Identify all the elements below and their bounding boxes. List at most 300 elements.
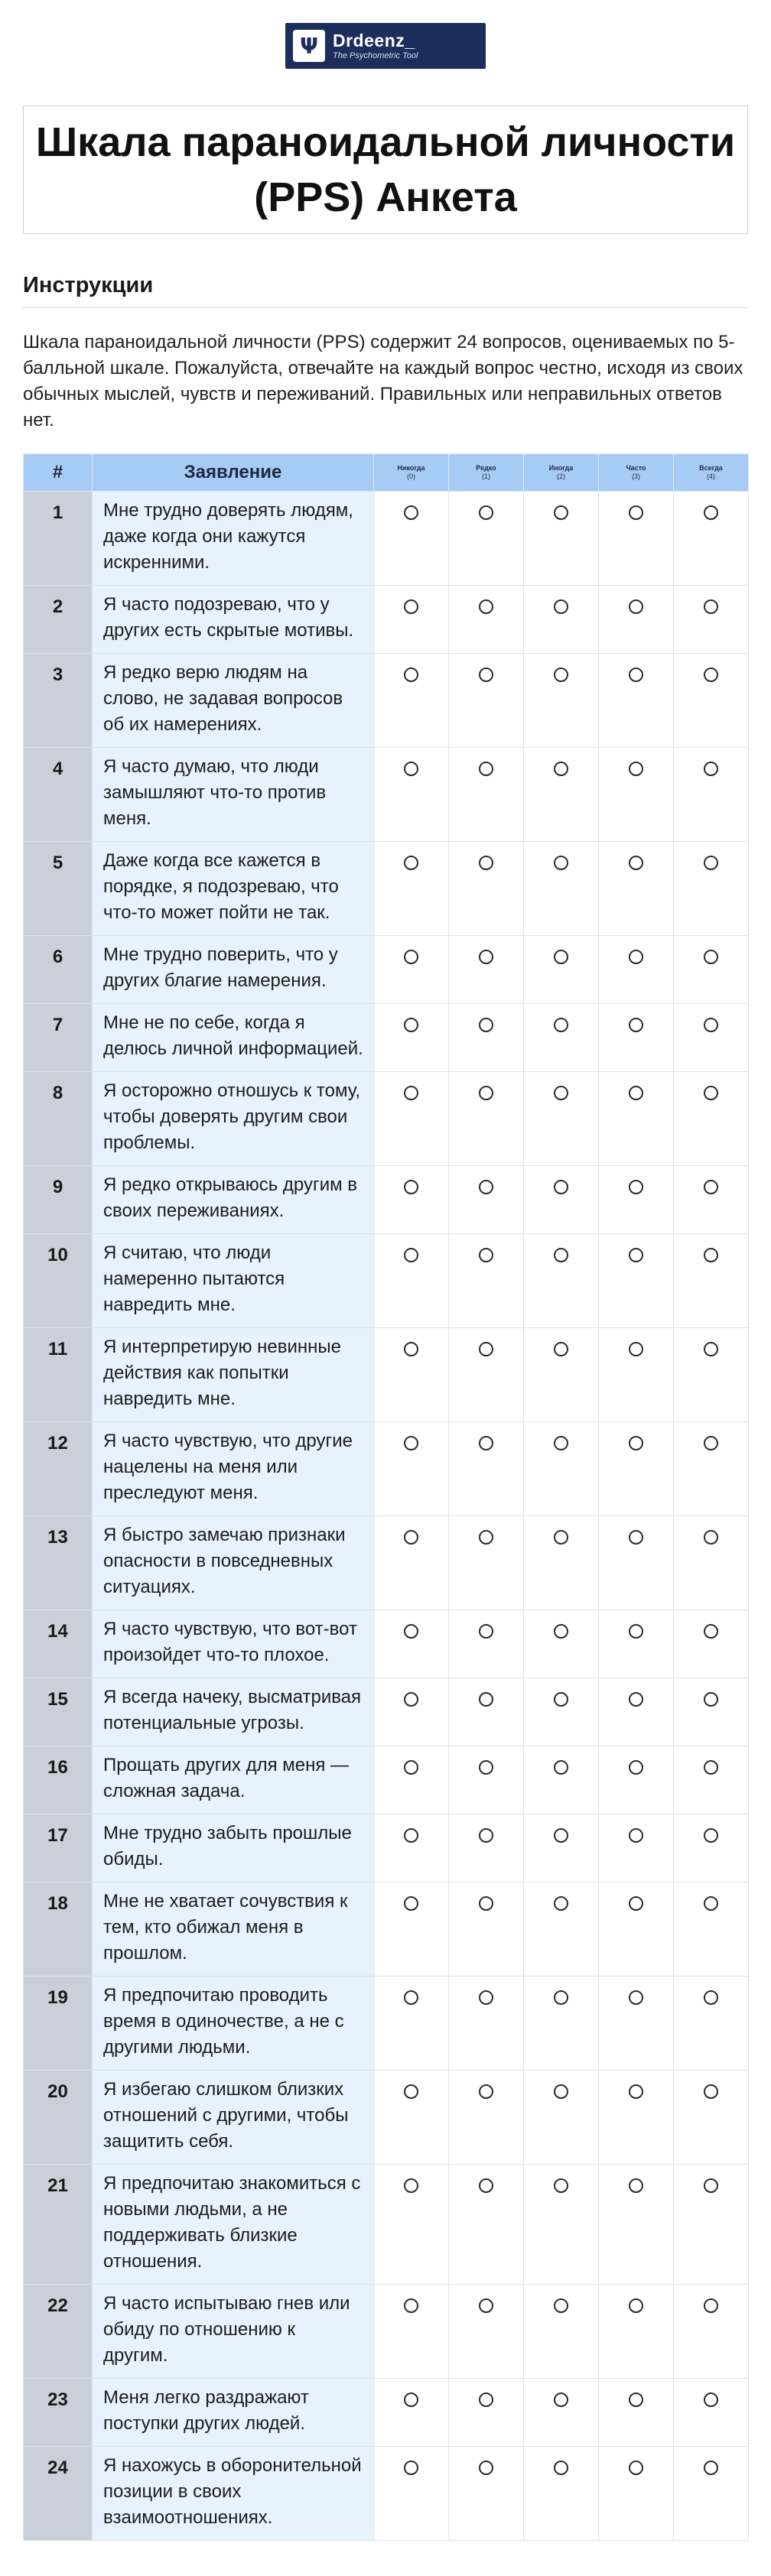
answer-radio-button[interactable] [704,856,718,870]
answer-cell [449,1166,524,1234]
title-box [23,106,748,234]
answer-cell [599,1882,674,1977]
answer-cell [449,748,524,842]
answer-radio-button[interactable] [704,1342,718,1356]
answer-cell [524,1234,599,1328]
answer-radio-button[interactable] [479,1248,493,1262]
answer-radio-button[interactable] [629,1086,643,1100]
answer-radio-button[interactable] [554,2392,568,2407]
answer-radio-button[interactable] [404,505,418,520]
answer-radio-button[interactable] [554,1828,568,1843]
answer-radio-button[interactable] [629,1990,643,2005]
option-column-header [599,454,674,492]
answer-radio-button[interactable] [629,1342,643,1356]
answer-cell [599,492,674,586]
answer-cell [374,1746,449,1814]
question-statement: Я часто испытываю гнев или обиду по отношению к другим. [93,2285,374,2379]
table-row [24,1610,749,1678]
option-label: Редко [476,464,496,472]
answer-cell [374,936,449,1004]
answer-cell [674,1072,749,1166]
answer-cell [674,1814,749,1882]
answer-radio-button[interactable] [554,2461,568,2475]
answer-cell [374,1610,449,1678]
answer-radio-button[interactable] [404,950,418,964]
table-row [24,2379,749,2447]
answer-radio-button[interactable] [704,2392,718,2407]
answer-cell [524,842,599,936]
answer-radio-button[interactable] [704,1248,718,1262]
question-number: 8 [24,1072,93,1166]
question-number: 19 [24,1977,93,2071]
answer-cell [374,1814,449,1882]
answer-cell [674,748,749,842]
table-row [24,2165,749,2285]
answer-cell [374,2379,449,2447]
answer-cell [599,1678,674,1746]
answer-radio-button[interactable] [404,1342,418,1356]
answer-radio-button[interactable] [479,1530,493,1545]
question-statement: Прощать других для меня — сложная задача. [93,1746,374,1814]
answer-cell [599,1072,674,1166]
answer-radio-button[interactable] [704,2178,718,2193]
answer-radio-button[interactable] [479,1086,493,1100]
answer-radio-button[interactable] [404,1760,418,1775]
question-statement: Я редко верю людям на слово, не задавая вопросов об их намерениях. [93,654,374,748]
question-statement: Мне не хватает сочувствия к тем, кто обижал меня в прошлом. [93,1882,374,1977]
answer-cell [449,2165,524,2285]
answer-radio-button[interactable] [404,2392,418,2407]
answer-radio-button[interactable] [479,762,493,776]
answer-radio-button[interactable] [404,1624,418,1639]
answer-cell [674,2071,749,2165]
answer-cell [449,2379,524,2447]
answer-cell [524,936,599,1004]
answer-cell [599,1814,674,1882]
answer-cell [374,1004,449,1072]
question-number: 21 [24,2165,93,2285]
answer-radio-button[interactable] [629,2392,643,2407]
answer-cell [674,586,749,654]
answer-radio-button[interactable] [704,950,718,964]
answer-cell [449,936,524,1004]
answer-radio-button[interactable] [479,2392,493,2407]
option-score: (4) [707,473,715,480]
answer-radio-button[interactable] [404,2298,418,2313]
answer-cell [374,1072,449,1166]
answer-radio-button[interactable] [629,1760,643,1775]
answer-radio-button[interactable] [404,856,418,870]
answer-radio-button[interactable] [704,1530,718,1545]
answer-cell [374,1234,449,1328]
answer-radio-button[interactable] [404,1896,418,1911]
answer-radio-button[interactable] [629,1248,643,1262]
answer-cell [599,2285,674,2379]
answer-radio-button[interactable] [629,1828,643,1843]
answer-cell [449,1234,524,1328]
answer-cell [374,1977,449,2071]
answer-radio-button[interactable] [554,1086,568,1100]
option-label: Часто [626,464,646,472]
table-row [24,1422,749,1516]
answer-radio-button[interactable] [554,1692,568,1707]
answer-cell [524,492,599,586]
answer-cell [449,1977,524,2071]
answer-radio-button[interactable] [479,1624,493,1639]
option-column-header [524,454,599,492]
answer-radio-button[interactable] [704,1018,718,1032]
answer-cell [599,1234,674,1328]
question-number: 20 [24,2071,93,2165]
answer-cell [674,1516,749,1610]
answer-cell [374,492,449,586]
answer-cell [674,1422,749,1516]
question-number: 16 [24,1746,93,1814]
answer-cell [374,1328,449,1422]
answer-radio-button[interactable] [479,1990,493,2005]
answer-cell [449,2447,524,2541]
answer-cell [524,2447,599,2541]
answer-radio-button[interactable] [629,856,643,870]
answer-radio-button[interactable] [704,1180,718,1194]
answer-cell [449,2285,524,2379]
answer-radio-button[interactable] [704,1896,718,1911]
answer-cell [599,1328,674,1422]
answer-radio-button[interactable] [629,1624,643,1639]
answer-cell [599,2165,674,2285]
answer-radio-button[interactable] [554,1018,568,1032]
question-statement: Я предпочитаю проводить время в одиночестве, а не с другими людьми. [93,1977,374,2071]
answer-cell [374,842,449,936]
table-row [24,1516,749,1610]
answer-cell [524,2285,599,2379]
brand-name: Drdeenz_ [333,31,415,50]
answer-cell [674,1610,749,1678]
question-statement: Мне трудно забыть прошлые обиды. [93,1814,374,1882]
answer-radio-button[interactable] [704,2084,718,2099]
answer-radio-button[interactable] [629,762,643,776]
answer-cell [524,586,599,654]
answer-cell [524,1746,599,1814]
table-row [24,1977,749,2071]
answer-cell [524,1072,599,1166]
question-number: 15 [24,1678,93,1746]
answer-cell [674,492,749,586]
answer-radio-button[interactable] [554,1342,568,1356]
answer-radio-button[interactable] [704,2461,718,2475]
answer-radio-button[interactable] [479,1436,493,1450]
number-column-header: # [24,454,93,492]
answer-radio-button[interactable] [479,1692,493,1707]
answer-radio-button[interactable] [404,1530,418,1545]
answer-radio-button[interactable] [404,762,418,776]
answer-radio-button[interactable] [629,2178,643,2193]
answer-radio-button[interactable] [704,1828,718,1843]
answer-radio-button[interactable] [704,1760,718,1775]
answer-radio-button[interactable] [404,1018,418,1032]
question-number: 12 [24,1422,93,1516]
answer-cell [599,842,674,936]
answer-cell [524,1516,599,1610]
answer-cell [449,2071,524,2165]
question-number: 11 [24,1328,93,1422]
answer-radio-button[interactable] [404,668,418,682]
answer-cell [674,1746,749,1814]
answer-radio-button[interactable] [404,2178,418,2193]
table-row [24,1004,749,1072]
option-label: Всегда [699,464,723,472]
answer-radio-button[interactable] [704,2298,718,2313]
answer-radio-button[interactable] [554,1530,568,1545]
answer-cell [449,1328,524,1422]
answer-radio-button[interactable] [404,2461,418,2475]
answer-radio-button[interactable] [554,1760,568,1775]
option-label: Никогда [397,464,425,472]
answer-cell [674,842,749,936]
answer-radio-button[interactable] [404,1828,418,1843]
question-number: 9 [24,1166,93,1234]
answer-radio-button[interactable] [629,950,643,964]
question-number: 1 [24,492,93,586]
answer-cell [449,1814,524,1882]
answer-cell [449,1678,524,1746]
answer-cell [599,748,674,842]
question-number: 4 [24,748,93,842]
table-row [24,1328,749,1422]
answer-cell [524,2379,599,2447]
answer-radio-button[interactable] [479,599,493,614]
page-footer-space [0,2541,771,2559]
answer-radio-button[interactable] [479,2084,493,2099]
answer-radio-button[interactable] [554,1248,568,1262]
answer-cell [674,1166,749,1234]
answer-cell [599,1004,674,1072]
answer-radio-button[interactable] [704,599,718,614]
answer-radio-button[interactable] [479,2461,493,2475]
answer-cell [374,1516,449,1610]
answer-cell [449,1882,524,1977]
answer-cell [599,1977,674,2071]
answer-radio-button[interactable] [479,950,493,964]
answer-cell [599,2447,674,2541]
table-row [24,1814,749,1882]
answer-radio-button[interactable] [554,950,568,964]
answer-radio-button[interactable] [629,599,643,614]
questionnaire-body [24,492,749,2541]
answer-cell [674,1328,749,1422]
answer-radio-button[interactable] [479,856,493,870]
answer-cell [524,1610,599,1678]
answer-cell [599,1516,674,1610]
answer-cell [374,2447,449,2541]
answer-radio-button[interactable] [404,1436,418,1450]
answer-cell [599,2071,674,2165]
answer-cell [674,2447,749,2541]
answer-radio-button[interactable] [704,505,718,520]
answer-radio-button[interactable] [554,1896,568,1911]
answer-cell [524,1882,599,1977]
answer-cell [524,1977,599,2071]
answer-cell [674,654,749,748]
table-row [24,1882,749,1977]
table-row [24,654,749,748]
question-number: 23 [24,2379,93,2447]
answer-radio-button[interactable] [704,1624,718,1639]
answer-cell [599,586,674,654]
answer-radio-button[interactable] [629,1692,643,1707]
question-number: 3 [24,654,93,748]
answer-cell [524,748,599,842]
question-statement: Я часто чувствую, что другие нацелены на меня или преследуют меня. [93,1422,374,1516]
option-column-header [449,454,524,492]
answer-radio-button[interactable] [554,2298,568,2313]
answer-radio-button[interactable] [629,2298,643,2313]
table-row [24,1166,749,1234]
answer-radio-button[interactable] [704,1692,718,1707]
answer-radio-button[interactable] [704,1086,718,1100]
answer-cell [374,1166,449,1234]
answer-cell [674,936,749,1004]
answer-cell [449,1422,524,1516]
answer-cell [449,586,524,654]
answer-cell [374,1882,449,1977]
answer-cell [374,2165,449,2285]
statement-column-header: Заявление [93,454,374,492]
question-statement: Я считаю, что люди намеренно пытаются навредить мне. [93,1234,374,1328]
logo-text [333,31,418,61]
answer-cell [599,1746,674,1814]
table-row [24,842,749,936]
answer-radio-button[interactable] [629,1180,643,1194]
answer-cell [674,1977,749,2071]
answer-radio-button[interactable] [704,762,718,776]
answer-cell [524,1678,599,1746]
questionnaire-table [23,453,749,2541]
answer-radio-button[interactable] [479,1342,493,1356]
answer-cell [449,842,524,936]
answer-radio-button[interactable] [479,1018,493,1032]
answer-cell [524,654,599,748]
answer-radio-button[interactable] [404,1692,418,1707]
question-number: 6 [24,936,93,1004]
answer-radio-button[interactable] [554,1990,568,2005]
question-statement: Я часто чувствую, что вот-вот произойдет что-то плохое. [93,1610,374,1678]
option-score: (1) [482,473,490,480]
answer-radio-button[interactable] [704,1990,718,2005]
answer-radio-button[interactable] [629,1018,643,1032]
answer-radio-button[interactable] [404,1248,418,1262]
answer-cell [374,2285,449,2379]
answer-radio-button[interactable] [629,1436,643,1450]
answer-radio-button[interactable] [554,2178,568,2193]
question-number: 2 [24,586,93,654]
answer-radio-button[interactable] [404,599,418,614]
answer-radio-button[interactable] [479,1828,493,1843]
option-score: (2) [557,473,565,480]
answer-radio-button[interactable] [704,1436,718,1450]
answer-radio-button[interactable] [479,1760,493,1775]
table-row [24,492,749,586]
question-number: 24 [24,2447,93,2541]
answer-cell [524,2071,599,2165]
answer-cell [449,1610,524,1678]
table-header-row [24,454,749,492]
answer-radio-button[interactable] [479,2298,493,2313]
answer-cell [599,936,674,1004]
answer-radio-button[interactable] [479,1180,493,1194]
answer-radio-button[interactable] [479,2178,493,2193]
answer-radio-button[interactable] [629,1530,643,1545]
table-row [24,1746,749,1814]
answer-cell [674,1004,749,1072]
answer-radio-button[interactable] [554,1180,568,1194]
question-statement: Мне трудно доверять людям, даже когда они кажутся искренними. [93,492,374,586]
answer-radio-button[interactable] [629,505,643,520]
answer-cell [524,1166,599,1234]
answer-radio-button[interactable] [554,1436,568,1450]
question-statement: Я избегаю слишком близких отношений с другими, чтобы защитить себя. [93,2071,374,2165]
answer-cell [524,2165,599,2285]
answer-radio-button[interactable] [479,1896,493,1911]
answer-radio-button[interactable] [629,668,643,682]
table-row [24,2285,749,2379]
answer-cell [449,1516,524,1610]
answer-cell [524,1328,599,1422]
instructions-heading: Инструкции [23,272,748,308]
answer-radio-button[interactable] [629,2461,643,2475]
answer-radio-button[interactable] [554,856,568,870]
question-statement: Даже когда все кажется в порядке, я подозреваю, что что-то может пойти не так. [93,842,374,936]
question-statement: Я интерпретирую невинные действия как попытки навредить мне. [93,1328,374,1422]
answer-radio-button[interactable] [704,668,718,682]
answer-radio-button[interactable] [404,1990,418,2005]
answer-radio-button[interactable] [404,1180,418,1194]
answer-radio-button[interactable] [629,2084,643,2099]
option-score: (3) [632,473,640,480]
option-label: Иногда [548,464,574,472]
question-number: 10 [24,1234,93,1328]
question-statement: Я предпочитаю знакомиться с новыми людьми, а не поддерживать близкие отношения. [93,2165,374,2285]
answer-cell [374,1678,449,1746]
answer-radio-button[interactable] [404,1086,418,1100]
option-column-header [374,454,449,492]
answer-cell [524,1814,599,1882]
answer-cell [374,748,449,842]
answer-cell [374,2071,449,2165]
answer-cell [674,1234,749,1328]
question-statement: Я редко открываюсь другим в своих переживаниях. [93,1166,374,1234]
answer-radio-button[interactable] [554,2084,568,2099]
answer-radio-button[interactable] [554,505,568,520]
instructions-text: Шкала параноидальной личности (PPS) содержит 24 вопросов, оцениваемых по 5-балльной шкале. Пожалуйста, отвечайте на каждый вопрос честно, исходя из своих обычных мыслей, чувств и переживаний. Правильных или неправильных ответов нет. [23,332,743,430]
answer-radio-button[interactable] [479,505,493,520]
question-number: 7 [24,1004,93,1072]
answer-radio-button[interactable] [629,1896,643,1911]
answer-radio-button[interactable] [404,2084,418,2099]
answer-radio-button[interactable] [479,668,493,682]
answer-cell [674,2379,749,2447]
answer-radio-button[interactable] [554,668,568,682]
question-number: 5 [24,842,93,936]
answer-radio-button[interactable] [554,1624,568,1639]
answer-radio-button[interactable] [554,599,568,614]
answer-radio-button[interactable] [554,762,568,776]
question-number: 13 [24,1516,93,1610]
question-statement: Я осторожно отношусь к тому, чтобы доверять другим свои проблемы. [93,1072,374,1166]
answer-cell [524,1004,599,1072]
table-row [24,1072,749,1166]
question-statement: Я часто думаю, что люди замышляют что-то против меня. [93,748,374,842]
